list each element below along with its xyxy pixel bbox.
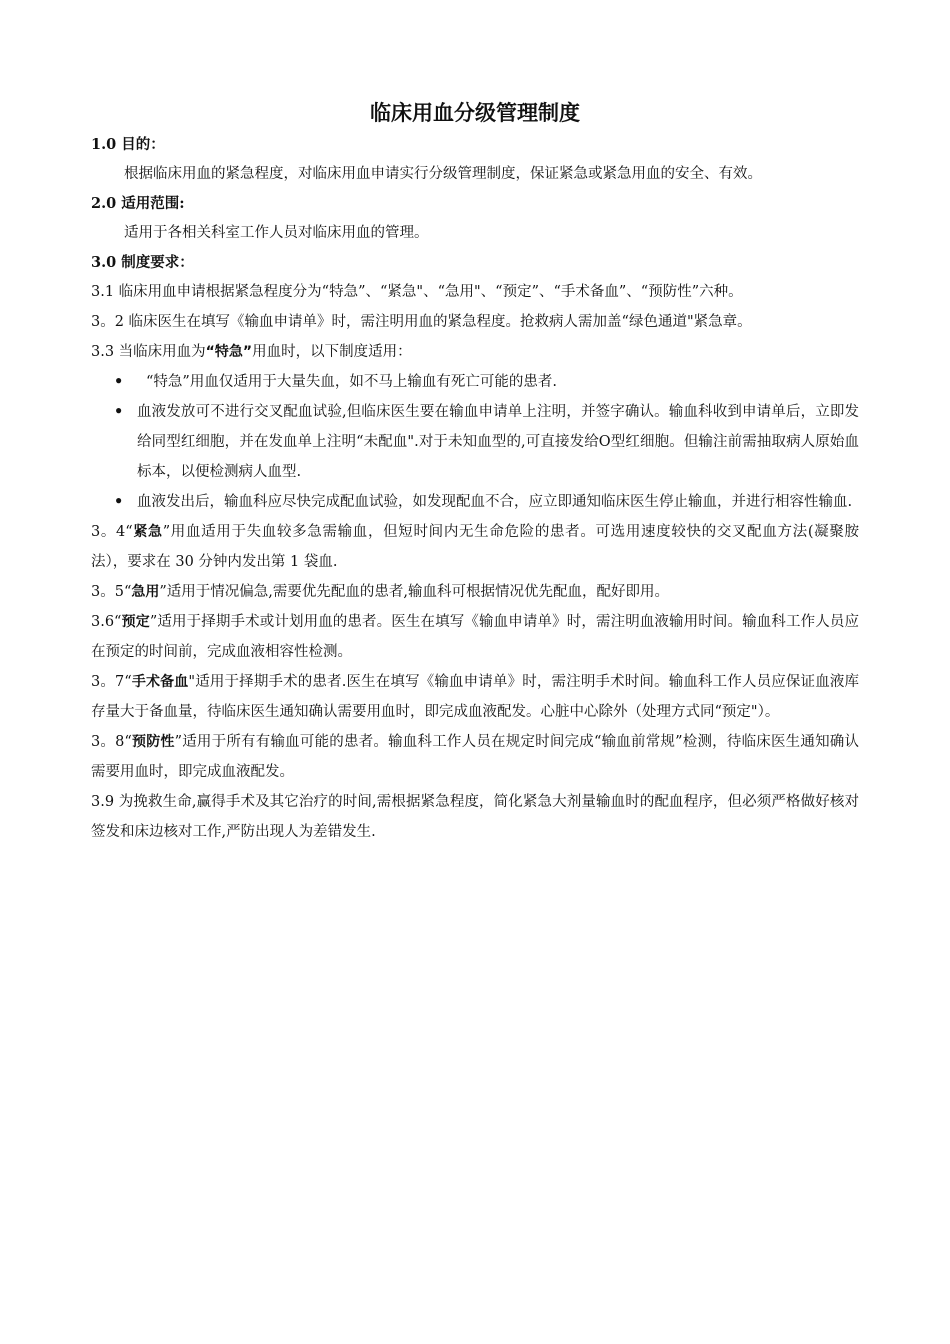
- clause-3-7-prefix: 3。7“: [91, 674, 132, 690]
- list-item: [114, 487, 859, 517]
- clause-3-9: 3.9 为挽救生命,赢得手术及其它治疗的时间,需根据紧急程度，简化紧急大剂量输血时的配血程序，但必须严格做好核对签发和床边核对工作,严防出现人为差错发生.: [91, 794, 859, 840]
- clause-3-3-suffix: 用血时，以下制度适用：: [252, 344, 412, 360]
- document-page: [91, 96, 859, 847]
- clause-3-3-emphasis: “特急”: [205, 344, 253, 360]
- clause-3-6: [91, 607, 859, 667]
- section-text-scope: 适用于各相关科室工作人员对临床用血的管理。: [124, 225, 429, 241]
- list-item: [114, 397, 859, 487]
- clause-3-2: 3。2 临床医生在填写《输血申请单》时，需注明用血的紧急程度。抢救病人需加盖“绿色通道"紧急章。: [91, 314, 752, 330]
- bullet-list: [91, 367, 859, 517]
- clause-3-8-emphasis: 预防性: [131, 734, 175, 750]
- clause-3-7: [91, 667, 859, 727]
- clause-3-6-suffix: ”适用于择期手术或计划用血的患者。医生在填写《输血申请单》时，需注明血液输用时间。输血科工作人员应在预定的时间前，完成血液相容性检测。: [91, 614, 859, 660]
- list-item-text: “特急”用血仅适用于大量失血，如不马上输血有死亡可能的患者.: [146, 374, 557, 390]
- clause-3-8: [91, 727, 859, 787]
- section-heading-purpose: 1.0 目的：: [91, 136, 165, 153]
- clause-3-5: [91, 577, 859, 607]
- bullet-icon: •: [114, 493, 124, 510]
- clause-3-8-prefix: 3。8“: [91, 734, 132, 750]
- section-text-purpose: 根据临床用血的紧急程度，对临床用血申请实行分级管理制度，保证紧急或紧急用血的安全、有效。: [124, 166, 762, 182]
- clause-3-8-suffix: ”适用于所有有输血可能的患者。输血科工作人员在规定时间完成“输血前常规”检测，待临床医生通知确认需要用血时，即完成血液配发。: [91, 734, 860, 780]
- bullet-icon: •: [114, 403, 124, 420]
- clause-3-5-emphasis: 急用: [131, 584, 160, 600]
- clause-3-5-suffix: ”适用于情况偏急,需要优先配血的患者,输血科可根据情况优先配血，配好即用。: [159, 584, 670, 600]
- list-item: [114, 367, 859, 397]
- list-item-text: 血液发出后，输血科应尽快完成配血试验，如发现配血不合，应立即通知临床医生停止输血，并进行相容性输血.: [137, 494, 853, 510]
- document-title: 临床用血分级管理制度: [370, 101, 580, 125]
- clause-3-6-prefix: 3.6“: [91, 614, 122, 630]
- clause-3-4-emphasis: 紧急: [132, 524, 163, 540]
- clause-3-4-prefix: 3。4“: [91, 524, 133, 540]
- clause-3-3-prefix: 3.3 当临床用血为: [91, 344, 206, 360]
- clause-3-7-emphasis: 手术备血: [131, 674, 189, 690]
- clause-3-4: [91, 517, 859, 577]
- clause-3-6-emphasis: 预定: [121, 614, 150, 630]
- bullet-icon: •: [114, 373, 124, 390]
- clause-3-3: [91, 337, 859, 367]
- section-heading-requirements: 3.0 制度要求：: [91, 254, 194, 271]
- list-item-text: 血液发放可不进行交叉配血试验,但临床医生要在输血申请单上注明，并签字确认。输血科收到申请单后，立即发给同型红细胞，并在发血单上注明“未配血".对于未知血型的,可直接发给O型红细胞。但输注前需抽取病人原始血标本，以便检测病人血型.: [137, 404, 859, 480]
- clause-3-4-suffix: ”用血适用于失血较多急需输血，但短时间内无生命危险的患者。可选用速度较快的交叉配血方法(凝聚胺法），要求在 30 分钟内发出第 1 袋血.: [91, 524, 859, 570]
- clause-3-7-suffix: "适用于择期手术的患者.医生在填写《输血申请单》时，需注明手术时间。输血科工作人员应保证血液库存量大于备血量，待临床医生通知确认需要用血时，即完成血液配发。心脏中心除外（处理方式同“预定"）。: [91, 674, 860, 720]
- section-heading-scope: 2.0 适用范围:: [91, 195, 185, 212]
- clause-3-1: 3.1 临床用血申请根据紧急程度分为“特急”、“紧急"、“急用"、“预定”、“手术备血”、“预防性”六种。: [91, 284, 743, 300]
- clause-3-5-prefix: 3。5“: [91, 584, 132, 600]
